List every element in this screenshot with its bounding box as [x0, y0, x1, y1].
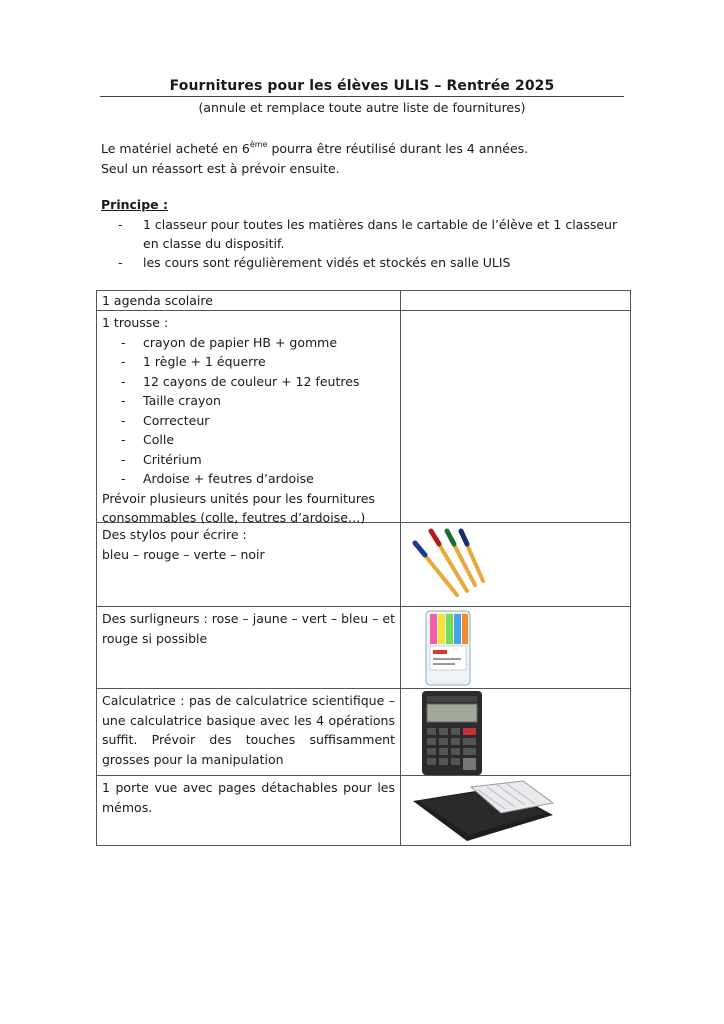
page-title: Fournitures pour les élèves ULIS – Rentrée 2025 — [169, 78, 555, 94]
agenda-cell: 1 agenda scolaire — [97, 291, 401, 310]
intro-line-2: Seul un réassort est à prévoir ensuite. — [101, 161, 340, 176]
table-row-surligneurs — [97, 607, 630, 689]
stylos-cell — [97, 523, 401, 606]
intro-line-1: Le matériel acheté en 6ème pourra être réutilisé durant les 4 années. — [101, 140, 529, 156]
principe-heading: Principe : — [101, 197, 168, 212]
calculatrice-cell: Calculatrice : pas de calculatrice scientifique – une calculatrice basique avec les 4 opérations suffit. Prévoir des touches suffisamment grosses pour la manipulation — [97, 689, 401, 775]
trousse-item: - Critérium — [121, 451, 202, 467]
trousse-item: - crayon de papier HB + gomme — [121, 334, 338, 350]
stylos-line-2: bleu – rouge – verte – noir — [102, 546, 265, 562]
table-row-stylos — [97, 523, 630, 607]
highlighters-image — [425, 610, 471, 686]
table-row-calculatrice — [97, 689, 630, 776]
trousse-item: - Ardoise + feutres d’ardoise — [121, 471, 314, 486]
trousse-item: - 1 règle + 1 équerre — [121, 354, 266, 369]
trousse-item: - Colle — [121, 432, 175, 447]
trousse-item: - 12 cayons de couleur + 12 feutres — [121, 373, 360, 389]
principe-list — [118, 215, 628, 272]
portevue-cell: 1 porte vue avec pages détachables pour les mémos. — [97, 776, 401, 846]
binder-image — [411, 779, 555, 845]
surligneurs-cell: Des surligneurs : rose – jaune – vert – bleu – et rouge si possible — [97, 607, 401, 688]
pens-image — [409, 525, 489, 605]
table-row-agenda — [97, 291, 630, 311]
calculator-image — [421, 690, 483, 776]
trousse-cell — [97, 311, 401, 525]
trousse-item: - Taille crayon — [121, 393, 221, 408]
principe-item: - 1 classeur pour toutes les matières dans le cartable de l’élève et 1 classeur en classe du dispositif. — [118, 217, 618, 251]
trousse-label: 1 trousse : — [102, 315, 169, 330]
table-row-portevue — [97, 776, 630, 846]
trousse-item: - Correcteur — [121, 412, 210, 428]
trousse-note: Prévoir plusieurs unités pour les fournitures consommables (colle, feutres d’ardoise…) — [102, 490, 375, 525]
supplies-table — [96, 290, 631, 846]
principe-item: - les cours sont régulièrement vidés et stockés en salle ULIS — [118, 255, 511, 270]
stylos-line-1: Des stylos pour écrire : — [102, 527, 247, 542]
table-row-trousse — [97, 311, 630, 523]
intro-paragraph — [101, 139, 528, 179]
page-subtitle: (annule et remplace toute autre liste de fournitures) — [198, 100, 526, 115]
title-rule — [100, 96, 624, 97]
